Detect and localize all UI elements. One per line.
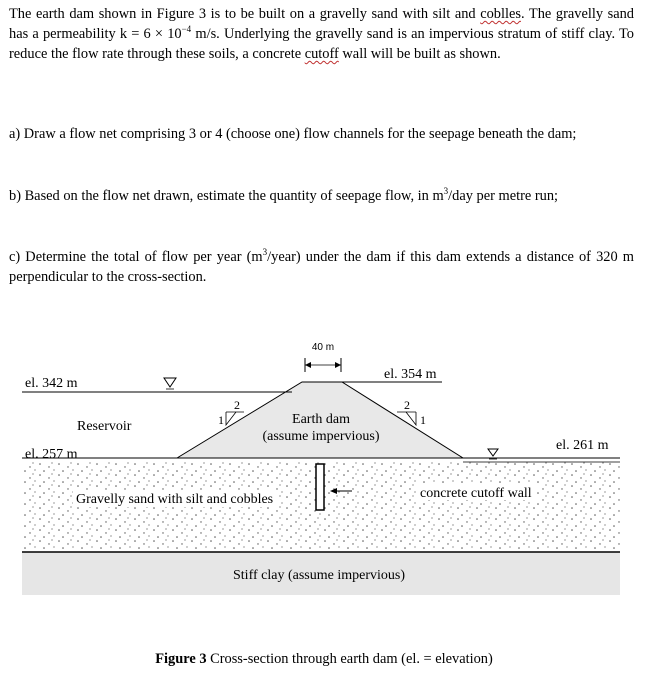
dam-label: Earth dam	[292, 412, 350, 427]
gravelly-sand-label: Gravelly sand with silt and cobbles	[76, 492, 274, 507]
elevation-ground-left-label: el. 257 m	[25, 447, 78, 462]
concrete-cutoff-wall	[316, 464, 324, 510]
figure-caption-number: Figure 3	[155, 651, 207, 667]
figure-caption	[0, 651, 648, 668]
dam-cross-section-figure	[0, 330, 648, 630]
intro-text-4: wall will be built as shown.	[338, 46, 501, 62]
misspelled-cutoff: cutoff	[304, 46, 339, 62]
question-b-sup: 3	[443, 186, 449, 197]
problem-intro	[9, 4, 634, 64]
question-b-unit: /day per metre run;	[448, 188, 559, 204]
question-a: a) Draw a flow net comprising 3 or 4 (choose one) flow channels for the seepage beneath the dam;	[9, 126, 577, 142]
stiff-clay-label: Stiff clay (assume impervious)	[233, 568, 405, 583]
crest-width-dimension	[305, 358, 341, 372]
question-b	[9, 186, 634, 206]
reservoir-label: Reservoir	[77, 419, 132, 434]
question-c-sup: 3	[262, 247, 268, 258]
intro-text-2: . The gravelly sand has a permeability k = 6 × 10	[9, 6, 634, 42]
elevation-reservoir-label: el. 342 m	[25, 376, 78, 391]
figure-caption-text: Cross-section through earth dam (el. = elevation)	[206, 651, 493, 667]
water-level-symbol-left	[164, 378, 176, 392]
crest-width-label: 40 m	[311, 342, 335, 353]
elevation-ground-right-label: el. 261 m	[556, 438, 609, 453]
question-c-text: c) Determine the total of flow per year (m	[9, 249, 263, 265]
intro-text-3: m/s. Underlying the gravelly sand is an impervious stratum of stiff clay. To reduce the flow rate through these soils, a concrete	[9, 26, 634, 62]
elevation-crest-label: el. 354 m	[384, 367, 437, 382]
permeability-exponent: −4	[181, 24, 192, 35]
cutoff-wall-label: concrete cutoff wall	[420, 486, 532, 501]
dam-label-note: (assume impervious)	[262, 429, 380, 444]
intro-text-1: The earth dam shown in Figure 3 is to be built on a gravelly sand with silt and	[9, 6, 481, 22]
slope-right-v: 1	[420, 413, 426, 427]
question-c-text-2: /year) under the dam if this dam extends a distance of 320 m perpendicular to the cross-section.	[9, 249, 635, 285]
slope-right-h: 2	[404, 398, 410, 412]
slope-left-h: 2	[234, 398, 240, 412]
question-b-text: b) Based on the flow net drawn, estimate the quantity of seepage flow, in m	[9, 188, 444, 204]
question-c	[9, 247, 634, 287]
slope-left-v: 1	[218, 413, 224, 427]
misspelled-cobbles: coblles	[480, 6, 521, 22]
